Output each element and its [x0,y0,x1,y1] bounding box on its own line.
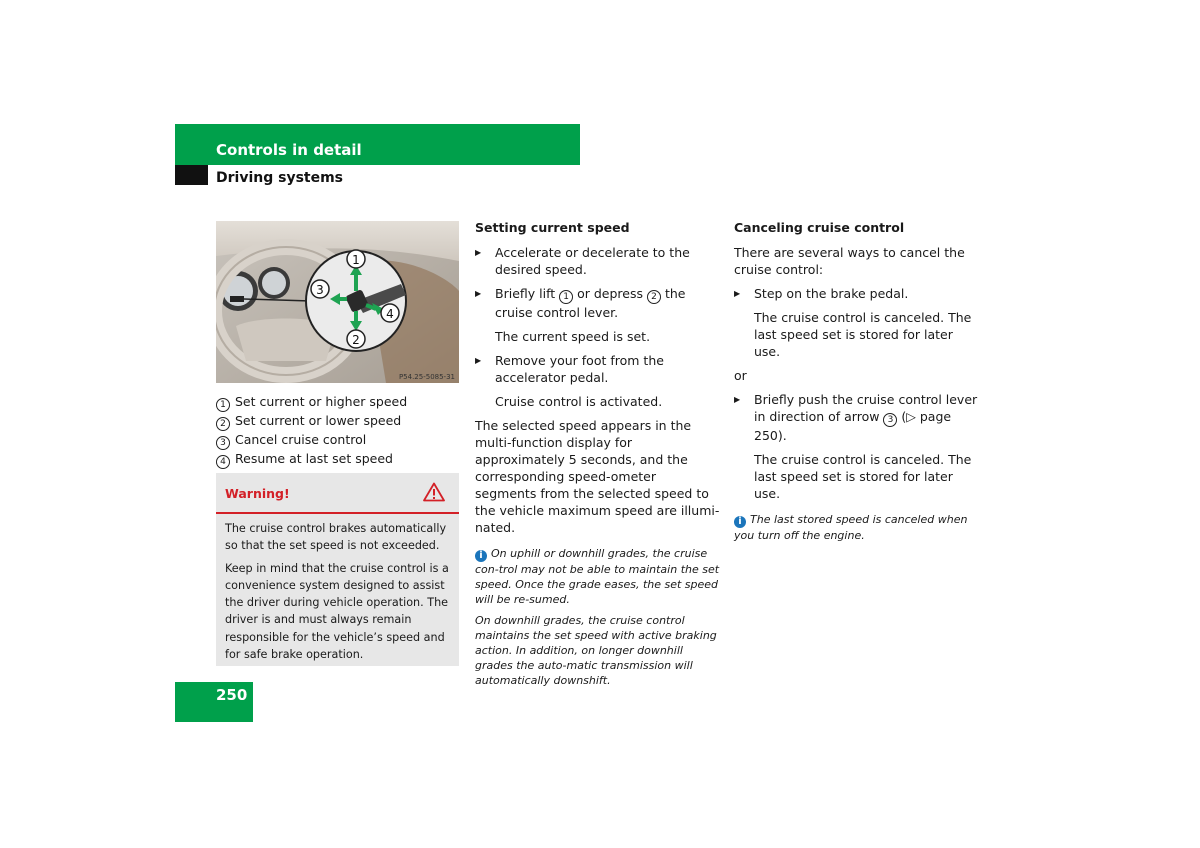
instruction-result: The cruise control is canceled. The last speed set is stored for later use. [754,310,972,359]
body-paragraph: There are several ways to cancel the cruise control: [734,245,965,277]
figure-label-2: 2 [352,333,360,347]
page-number: 250 [216,686,248,704]
legend-item: 4 Resume at last set speed [216,450,461,469]
figure-legend [216,393,461,469]
canceling-column [734,219,979,543]
setting-speed-column [475,219,720,688]
instruction-step: ▶ Step on the brake pedal. [734,285,979,302]
setting-speed-heading: Setting current speed [475,220,630,235]
instruction-result: The cruise control is canceled. The last speed set is stored for later use. [754,452,972,501]
info-note-continued: On downhill grades, the cruise control maintains the set speed with active braking action. In addition, on longer downhill grades the auto-matic transmission will automatically downshift. [475,614,717,687]
info-note: i On uphill or downhill grades, the cruise con-trol may not be able to maintain the set speed. Once the grade eases, the set speed will be re-sumed. [475,547,720,606]
instruction-result: Cruise control is activated. [495,394,663,409]
info-icon: i [475,550,487,562]
or-separator: or [734,368,747,383]
section-subtitle: Driving systems [216,170,344,186]
instruction-step: ▶ Accelerate or decelerate to the desired speed. [475,244,720,278]
canceling-heading: Canceling cruise control [734,220,905,235]
warning-paragraph: Keep in mind that the cruise control is a convenience system designed to assist the driver during vehicle operation. The driver is and must always remain responsible for the vehicle’s speed and for safe brake operation. [225,561,449,662]
info-note: i The last stored speed is canceled when you turn off the engine. [734,513,968,542]
section-title: Controls in detail [216,141,362,159]
warning-triangle-icon [423,482,445,506]
instruction-step: ▶ Briefly lift 1 or depress 2 the cruise control lever. [475,285,720,321]
info-icon: i [734,516,746,528]
header-marker [175,165,208,185]
warning-text [225,520,453,668]
body-paragraph: The selected speed appears in the multi-function display for approximately 5 seconds, and the corresponding speed-ometer segments from the selected speed to the vehicle maximum speed are illumi-nated. [475,418,720,535]
figure-label-3: 3 [316,283,324,297]
figure-code: P54.25-5085-31 [398,373,455,381]
figure-label-1: 1 [352,253,360,267]
legend-item: 1 Set current or higher speed [216,393,461,412]
instruction-step: ▶ Briefly push the cruise control lever in direction of arrow 3 (▷ page 250). [734,391,979,444]
instruction-step: ▶ Remove your foot from the accelerator pedal. [475,352,720,386]
warning-header [216,473,459,514]
cruise-control-lever-photo [216,221,459,383]
legend-item: 2 Set current or lower speed [216,412,461,431]
legend-item: 3 Cancel cruise control [216,431,461,450]
figure-label-4: 4 [386,307,394,321]
warning-paragraph: The cruise control brakes automatically so that the set speed is not exceeded. [225,522,447,553]
warning-box [216,473,459,666]
warning-label: Warning! [225,486,290,501]
instruction-result: The current speed is set. [495,329,651,344]
